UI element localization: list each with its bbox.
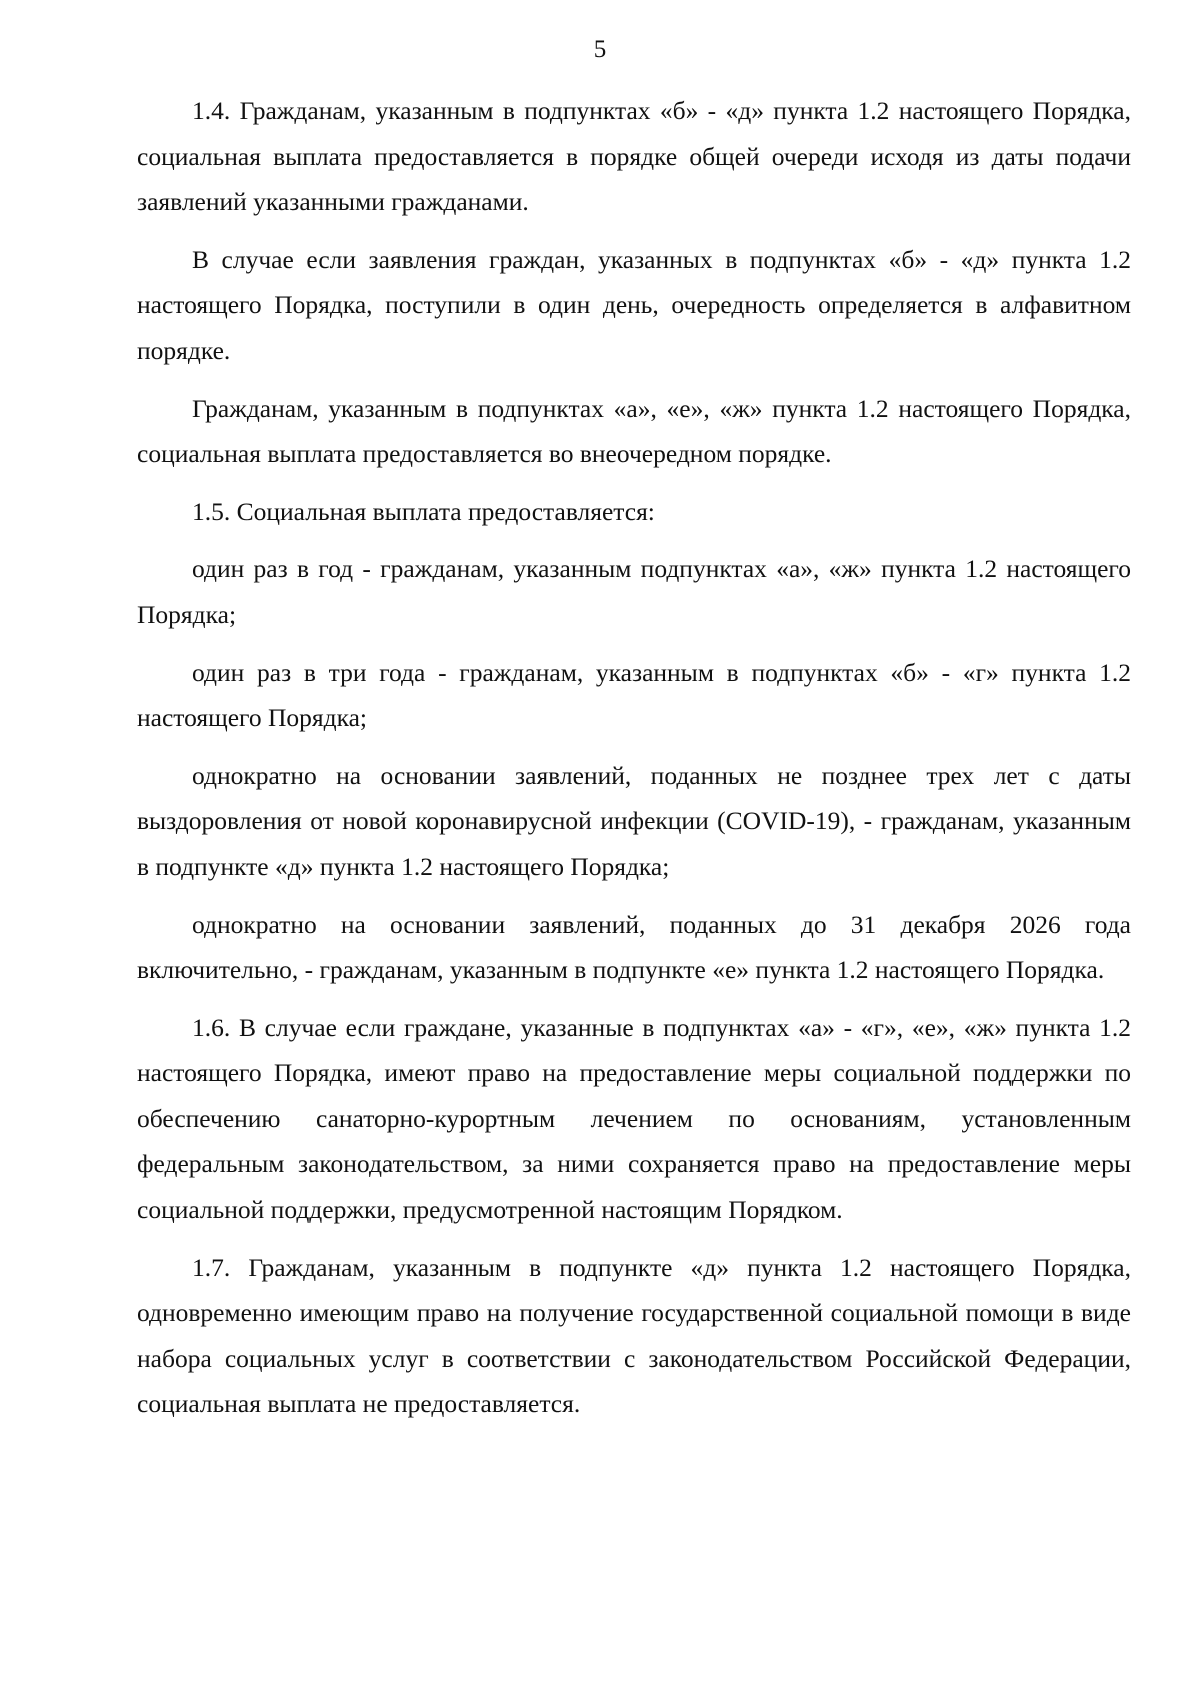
paragraph-1-5: 1.5. Социальная выплата предоставляется: bbox=[192, 496, 655, 526]
paragraph-once-in-three-years: один раз в три года - гражданам, указанным в подпунктах «б» - «г» пункта 1.2 настоящего Порядка; bbox=[137, 657, 1131, 733]
paragraph-out-of-turn: Гражданам, указанным в подпунктах «а», «е», «ж» пункта 1.2 настоящего Порядка, социальная выплата предоставляется во внеочередном порядке. bbox=[137, 393, 1131, 469]
paragraph-1-4: 1.4. Гражданам, указанным в подпунктах «б» - «д» пункта 1.2 настоящего Порядка, социальная выплата предоставляется в порядке общей очереди исходя из даты подачи заявлений указанными гражданами. bbox=[137, 96, 1131, 217]
paragraph-once-covid: однократно на основании заявлений, поданных не позднее трех лет с даты выздоровления от новой коронавирусной инфекции (COVID-19), - гражданам, указанным в подпункте «д» пункта 1.2 настоящего Порядка; bbox=[137, 760, 1131, 881]
paragraph-once-a-year: один раз в год - гражданам, указанным подпунктах «а», «ж» пункта 1.2 настоящего Порядка; bbox=[137, 554, 1131, 629]
paragraph-queue-same-day: В случае если заявления граждан, указанных в подпунктах «б» - «д» пункта 1.2 настоящего Порядка, поступили в один день, очередность определяется в алфавитном порядке. bbox=[137, 244, 1131, 365]
page-number: 5 bbox=[593, 36, 607, 63]
paragraph-once-until-2026: однократно на основании заявлений, поданных до 31 декабря 2026 года включительно, - гражданам, указанным в подпункте «е» пункта 1.2 настоящего Порядка. bbox=[137, 909, 1131, 985]
paragraph-1-7: 1.7. Гражданам, указанным в подпункте «д» пункта 1.2 настоящего Порядка, одновременно имеющим право на получение государственной социальной помощи в виде набора социальных услуг в соответствии с законодательством Российской Федерации, социальная выплата не предоставляется. bbox=[137, 1252, 1131, 1419]
paragraph-1-6: 1.6. В случае если граждане, указанные в подпунктах «а» - «г», «е», «ж» пункта 1.2 настоящего Порядка, имеют право на предоставление меры социальной поддержки по обеспечению санаторно-курортным лечением по основаниям, установленным федеральным законодательством, за ними сохраняется право на предоставление меры социальной поддержки, предусмотренной настоящим Порядком. bbox=[137, 1012, 1131, 1225]
document-body bbox=[137, 88, 1131, 1427]
